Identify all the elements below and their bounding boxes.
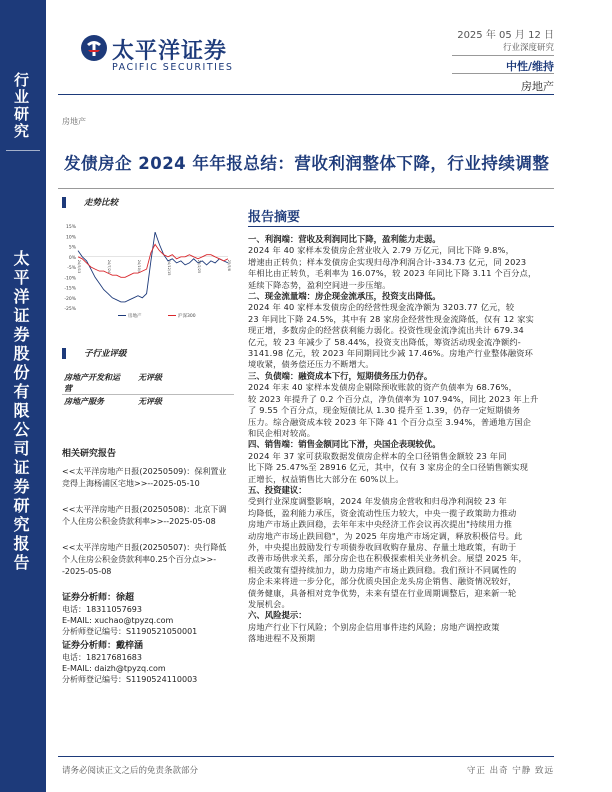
footer-disclaimer: 请务必阅读正文之后的免责条款部分 bbox=[62, 766, 199, 776]
band-divider bbox=[6, 150, 40, 151]
footer-rule bbox=[58, 756, 554, 757]
header-rule-2 bbox=[452, 73, 554, 74]
subrating-divider bbox=[62, 394, 234, 395]
abstract-line: 正增长，权益销售比大部分在 60%以上。 bbox=[248, 473, 404, 484]
abstract-rule bbox=[248, 226, 554, 227]
abstract-section-head: 三、负债端：融资成本下行，短期债务压力仍存。 bbox=[248, 370, 433, 381]
band-top-label: 行业研究 bbox=[12, 72, 30, 140]
logo-chinese: 太平洋证券 bbox=[112, 39, 228, 64]
analyst-0-phone: 电话：18311057693 bbox=[62, 605, 142, 614]
abstract-section-head: 二、现金流量端：房企现金流承压，投资支出降低。 bbox=[248, 291, 441, 302]
abstract-line: 3141.98 亿元，较 2023 年同期同比少减 17.46%。房地产行业整体融资环 bbox=[248, 348, 534, 359]
subrating-heading: 子行业评级 bbox=[84, 349, 127, 359]
industry: 房地产 bbox=[521, 80, 554, 93]
abstract-line: 增速由正转负；样本发债房企实现归母净利润合计-334.73 亿元，同 2023 bbox=[248, 256, 527, 267]
series-line-1 bbox=[78, 244, 228, 277]
abstract-line: 落地进程不及预期 bbox=[248, 633, 316, 644]
legend-label-0: 房地产 bbox=[128, 314, 142, 319]
abstract-line: 了 9.55 个百分点，现金短债比从 1.30 提升至 1.39，仍存一定短期债务 bbox=[248, 405, 521, 416]
abstract-line: 2024 年 40 家样本发债房企营业收入 2.79 万亿元，同比下降 9.8%， bbox=[248, 245, 515, 256]
band-middle-label: 太平洋证券股份有限公司证券研究报告 bbox=[11, 250, 30, 573]
x-tick-label: 24/5/13 bbox=[77, 259, 81, 274]
abstract-line: 外，中央提出鼓励发行专项债券收回收购存量房、存量土地政策，有助于 bbox=[248, 541, 517, 552]
abstract-line: 现正增，多数房企的经营获利能力弱化。投资性现金流净流出共计 679.34 bbox=[248, 325, 524, 336]
abstract-line: 均降低，盈利能力承压，资金流动性压力较大，中央一揽子政策助力推动 bbox=[248, 507, 517, 518]
abstract-line: 境收紧，债务偿还压力不断增大。 bbox=[248, 359, 374, 370]
subrating-name-1: 房地产服务 bbox=[64, 397, 104, 406]
abstract-section-head: 一、利润端：营收及利润同比下降，盈利能力走弱。 bbox=[248, 234, 441, 244]
report-date: 2025 年 05 月 12 日 bbox=[457, 30, 554, 41]
abstract-section-head: 六、风险提示： bbox=[248, 610, 307, 621]
subrating-name-0: 房地产开发和运营 bbox=[64, 373, 120, 393]
analyst-1 bbox=[62, 640, 242, 685]
analyst-0-role: 证券分析师： bbox=[62, 593, 117, 603]
analyst-0 bbox=[62, 592, 242, 637]
abstract-body bbox=[248, 234, 558, 645]
subrating-value-0: 无评级 bbox=[138, 373, 162, 382]
abstract-line: 发展机会。 bbox=[248, 599, 290, 609]
abstract-line: 2024 年末 40 家样本发债房企剔除预收账款的资产负债率为 68.76%， bbox=[248, 382, 517, 393]
abstract-line: 和民企相对较高。 bbox=[248, 427, 316, 438]
analyst-1-phone: 电话：18217681683 bbox=[62, 653, 142, 662]
abstract-line: 较 2023 年提升了 0.2 个百分点，净负债率为 107.94%，同比 2023 年上升 bbox=[248, 393, 539, 404]
series-line-0 bbox=[78, 232, 228, 302]
y-tick-label: 5% bbox=[68, 245, 76, 251]
y-tick-label: 10% bbox=[65, 235, 76, 241]
tag-label: 房地产 bbox=[62, 117, 86, 126]
analyst-1-name: 戴梓涵 bbox=[116, 641, 144, 651]
report-type: 行业深度研究 bbox=[502, 43, 554, 53]
y-tick-label: 0% bbox=[68, 255, 76, 261]
trend-chart bbox=[58, 222, 238, 322]
x-tick-label: 24/12/15 bbox=[167, 259, 171, 276]
abstract-line: 延续下降态势，盈利空间进一步压缩。 bbox=[248, 279, 391, 290]
subrating-bar bbox=[62, 348, 66, 359]
y-tick-label: -20% bbox=[64, 296, 76, 302]
abstract-line: 年相比由正转负，毛利率为 16.07%，较 2023 年同比下降 3.11 个百分点， bbox=[248, 268, 537, 279]
abstract-line: 2024 年 40 家样本发债房企的经营性现金流净额为 3203.77 亿元，较 bbox=[248, 302, 515, 313]
y-tick-label: -25% bbox=[64, 307, 76, 312]
related-heading: 相关研究报告 bbox=[62, 449, 117, 459]
trend-bar bbox=[62, 197, 66, 208]
analyst-0-cert: 分析师登记编号：S1190521050001 bbox=[62, 627, 198, 636]
abstract-line: 相关政策有望持续加力，助力房地产市场止跌回稳。我们预计不同属性的 bbox=[248, 564, 517, 575]
y-tick-label: -10% bbox=[64, 276, 76, 282]
x-tick-label: 25/2/25 bbox=[197, 259, 201, 274]
analyst-1-cert: 分析师登记编号：S1190524110003 bbox=[62, 675, 198, 684]
abstract-line: 房地产市场止跌回稳，去年年末中央经济工作会议再次提出"持续用力推 bbox=[248, 519, 512, 530]
page-title: 发债房企 2024 年年报总结：营收利润整体下降，行业持续调整 bbox=[64, 154, 550, 173]
abstract-line: 压力。综合融资成本较 2023 年下降 41 个百分点至 3.94%，普通地方国企 bbox=[248, 416, 532, 427]
related-item-2[interactable]: <<太平洋房地产日报(20250507)：央行降低个人住房公积金贷款利率0.25个百分点>>--2025-05-08 bbox=[62, 543, 227, 576]
abstract-line: 房企未来将进一步分化，部分优质央国企龙头房企销售、融资情况较好， bbox=[248, 576, 517, 587]
analyst-0-email[interactable]: E-MAIL: xuchao@tpyzq.com bbox=[62, 616, 174, 625]
x-tick-label: 24/10/4 bbox=[137, 259, 141, 274]
y-tick-label: -15% bbox=[64, 286, 76, 292]
abstract-line: 房地产行业下行风险；个别房企信用事件违约风险；房地产调控政策 bbox=[248, 621, 500, 632]
legend-label-1: 沪深300 bbox=[178, 314, 196, 319]
analyst-1-email[interactable]: E-MAIL: daizh@tpyzq.com bbox=[62, 664, 166, 673]
x-tick-label: 24/7/24 bbox=[107, 259, 111, 274]
subrating-value-1: 无评级 bbox=[138, 397, 162, 406]
abstract-section-head: 四、销售端：销售金额同比下滑，央国企表现较优。 bbox=[248, 439, 441, 450]
header-rule-1 bbox=[452, 55, 554, 56]
y-tick-label: -5% bbox=[67, 266, 76, 271]
logo-mark bbox=[80, 34, 108, 62]
related-item-1[interactable]: <<太平洋房地产日报(20250508)：北京下调个人住房公积金贷款利率>>--2025-05-08 bbox=[62, 505, 227, 526]
analyst-0-name: 徐超 bbox=[116, 593, 135, 603]
abstract-title: 报告摘要 bbox=[248, 210, 301, 225]
abstract-line: 债务健康，具备相对竞争优势，未来有望在行业周期调整后，迎来新一轮 bbox=[248, 587, 517, 598]
abstract-line: 比下降 25.47%至 28916 亿元，其中，仅有 3 家房企的全口径销售额实现 bbox=[248, 462, 529, 473]
abstract-line: 动房地产市场止跌回稳"，为 2025 年房地产市场定调，释放积极信号。此 bbox=[248, 530, 523, 541]
analyst-1-role: 证券分析师： bbox=[62, 641, 117, 651]
title-rule bbox=[58, 188, 554, 189]
abstract-line: 23 年同比下降 24.5%，其中有 28 家房企经营性现金流降低，仅有 12 家实 bbox=[248, 313, 534, 324]
x-tick-label: 25/5/8 bbox=[227, 259, 231, 272]
abstract-line: 受到行业深度调整影响，2024 年发债房企营收和归母净利润较 23 年 bbox=[248, 496, 507, 507]
y-tick-label: 15% bbox=[65, 225, 76, 230]
abstract-line: 亿元，较 23 年减少了 58.44%，投资支出降低，筹资活动现金流净额约- bbox=[248, 336, 521, 347]
abstract-section-head: 五、投资建议： bbox=[248, 484, 307, 495]
abstract-line: 改善市场供求关系，部分房企也在积极探索相关业务机会。展望 2025 年， bbox=[248, 553, 527, 564]
abstract-line: 2024 年 37 家可获取数据发债房企样本的全口径销售金额较 23 年同 bbox=[248, 450, 507, 461]
header-rule bbox=[58, 94, 554, 95]
footer-motto: 守正 出奇 宁静 致远 bbox=[466, 766, 554, 776]
rating: 中性/维持 bbox=[505, 60, 554, 73]
related-item-0[interactable]: <<太平洋房地产日报(20250509)：保利置业竞得上海杨浦区宅地>>--2025-05-10 bbox=[62, 467, 227, 488]
logo-english: PACIFIC SECURITIES bbox=[112, 62, 234, 73]
trend-heading: 走势比较 bbox=[84, 198, 119, 208]
